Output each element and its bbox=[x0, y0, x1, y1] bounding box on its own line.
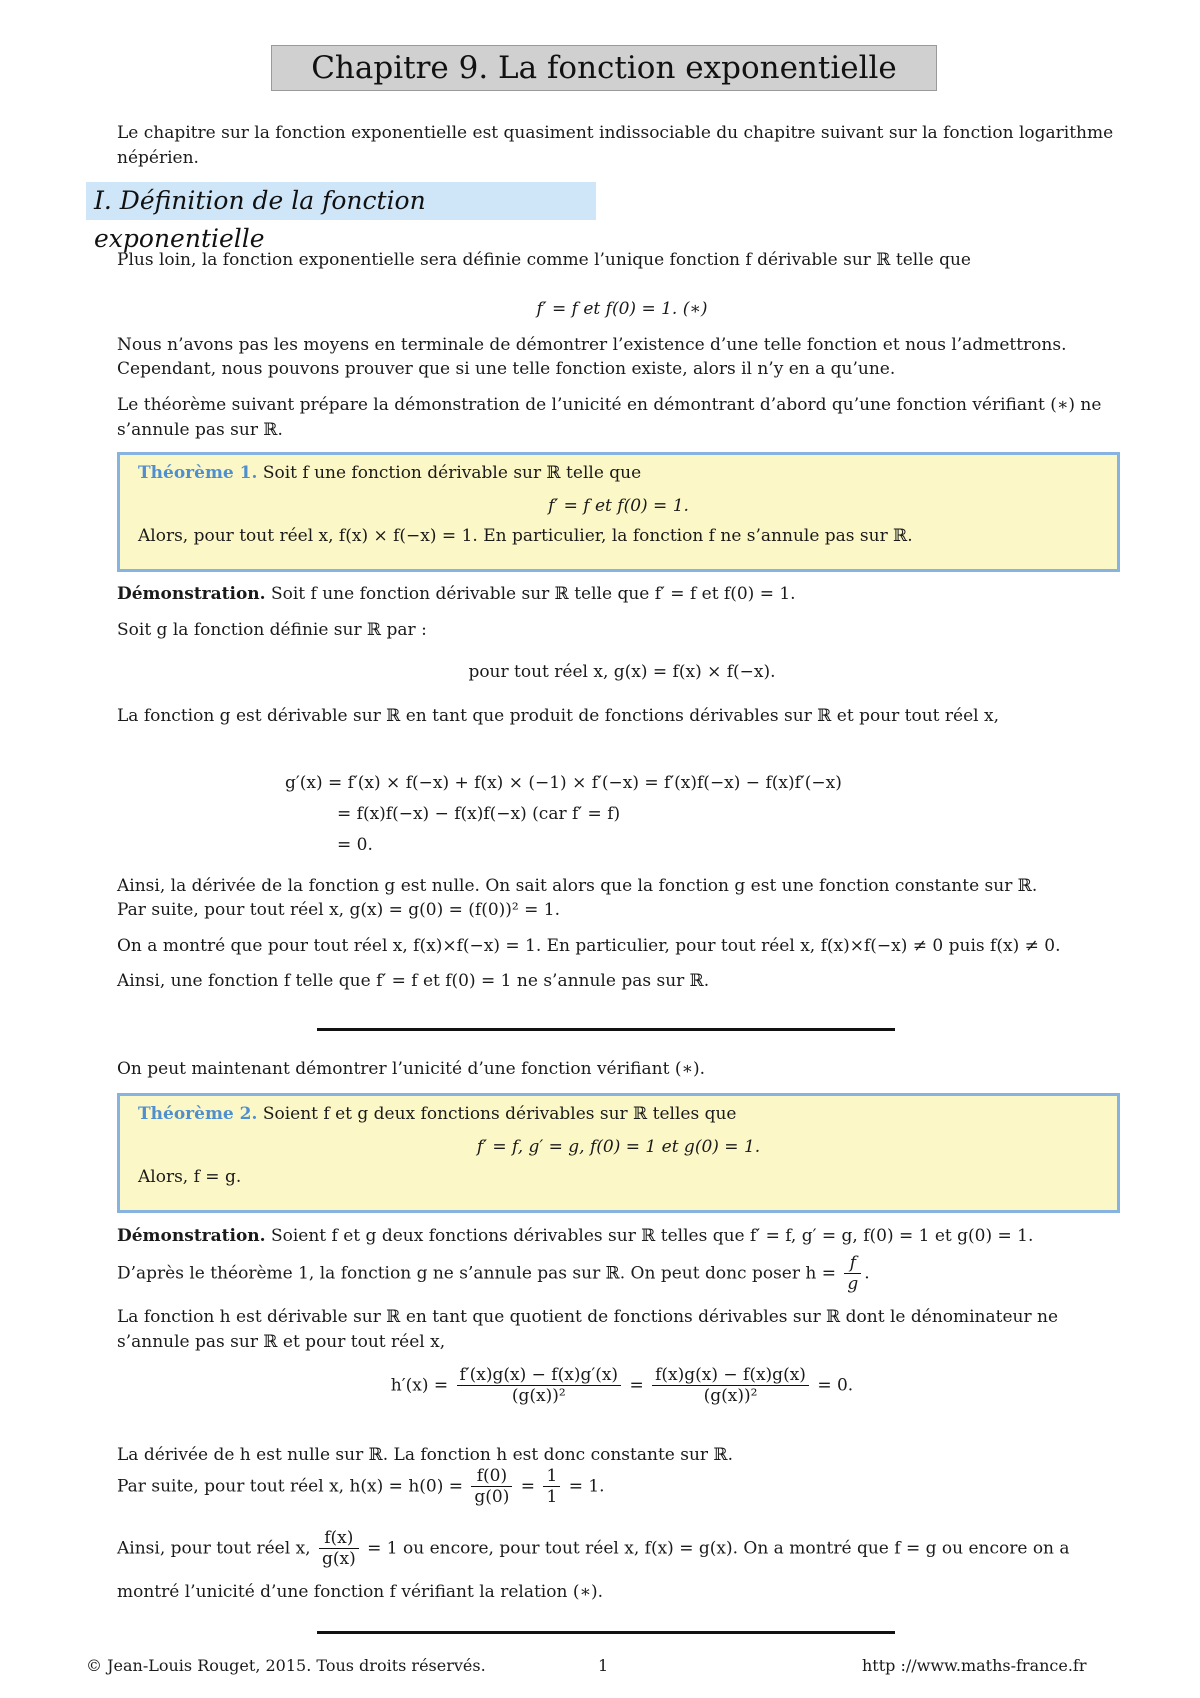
eq-equals: = bbox=[520, 1476, 536, 1497]
fraction-numerator: f(x)g(x) − f(x)g(x) bbox=[652, 1365, 809, 1386]
eq-lhs: h′(x) = bbox=[390, 1375, 449, 1396]
footer-copyright: © Jean-Louis Rouget, 2015. Tous droits réservés. bbox=[86, 1656, 486, 1675]
theorem-1-conclusion: Alors, pour tout réel x, f(x) × f(−x) = 1. En particulier, la fonction f ne s’annule pas sur ℝ. bbox=[138, 526, 913, 547]
demo-1-derivative-line3: = 0. bbox=[337, 835, 373, 855]
theorem-2-conclusion: Alors, f = g. bbox=[138, 1167, 242, 1188]
demo-1-equation-g: pour tout réel x, g(x) = f(x) × f(−x). bbox=[468, 662, 776, 682]
fraction-denominator: g(0) bbox=[474, 1487, 510, 1508]
demo-2-derivative-equation bbox=[117, 1365, 1127, 1407]
demo-1-derivative-line1: g′(x) = f′(x) × f(−x) + f(x) × (−1) × f′(−x) = f′(x)f(−x) − f(x)f′(−x) bbox=[285, 773, 842, 793]
demo-1-line7: Ainsi, une fonction f telle que f′ = f et f(0) = 1 ne s’annule pas sur ℝ. bbox=[117, 971, 710, 991]
demo-2-line7: montré l’unicité d’une fonction f vérifiant la relation (∗). bbox=[117, 1582, 604, 1602]
theorem-2-equation: f′ = f, g′ = g, f(0) = 1 et g(0) = 1. bbox=[476, 1136, 761, 1157]
demo-1-line3: La fonction g est dérivable sur ℝ en tant que produit de fonctions dérivables sur ℝ et pour tout réel x, bbox=[117, 706, 999, 726]
fraction-one-over-one bbox=[543, 1466, 560, 1508]
theorem-1-statement bbox=[138, 461, 1099, 486]
eq-result: = 1. bbox=[568, 1476, 605, 1497]
demo-2-line1 bbox=[117, 1224, 1127, 1249]
fraction-denominator: g bbox=[847, 1274, 859, 1295]
fraction-numerator: f(x) bbox=[319, 1528, 359, 1549]
separator-rule-1 bbox=[317, 1028, 895, 1031]
demo-2-line6-text-a: Ainsi, pour tout réel x, bbox=[117, 1538, 311, 1559]
paragraph-uniqueness: On peut maintenant démontrer l’unicité d’une fonction vérifiant (∗). bbox=[117, 1059, 706, 1079]
paragraph-definition: Plus loin, la fonction exponentielle sera définie comme l’unique fonction f dérivable sur ℝ telle que bbox=[117, 250, 971, 270]
demo-2-line5 bbox=[117, 1466, 1127, 1508]
theorem-1-text: Soit f une fonction dérivable sur ℝ telle que bbox=[257, 463, 642, 483]
demo-1-line6: On a montré que pour tout réel x, f(x)×f(−x) = 1. En particulier, pour tout réel x, f(x)×f(−x) ≠ 0 puis f(x) ≠ 0. bbox=[117, 936, 1061, 956]
demo-2-line4: La dérivée de h est nulle sur ℝ. La fonction h est donc constante sur ℝ. bbox=[117, 1445, 733, 1465]
demo-2-line2: D’après le théorème 1, la fonction g ne s’annule pas sur ℝ. On peut donc poser h = $\frac{f}{g}$ . bbox=[117, 1253, 870, 1295]
fraction-quotient-rule bbox=[457, 1365, 622, 1407]
fraction-numerator: f′(x)g(x) − f(x)g′(x) bbox=[457, 1365, 622, 1386]
intro-paragraph: Le chapitre sur la fonction exponentielle est quasiment indissociable du chapitre suivant sur la fonction logarithme népérien. bbox=[117, 123, 1114, 168]
theorem-2-text: Soient f et g deux fonctions dérivables sur ℝ telles que bbox=[257, 1104, 737, 1124]
fraction-denominator: (g(x))² bbox=[511, 1386, 566, 1407]
demo-1-line4: Ainsi, la dérivée de la fonction g est nulle. On sait alors que la fonction g est une fonction constante sur ℝ. bbox=[117, 876, 1038, 896]
demo-2-text: Soient f et g deux fonctions dérivables sur ℝ telles que f′ = f, g′ = g, f(0) = 1 et g(0) = 1. bbox=[265, 1226, 1034, 1246]
fraction-numerator: f(0) bbox=[471, 1466, 512, 1487]
fraction-h0 bbox=[471, 1466, 512, 1508]
demo-2-line6-text-b: = 1 ou encore, pour tout réel x, f(x) = g(x). On a montré que f = g ou encore on a bbox=[367, 1538, 1070, 1559]
theorem-2-box bbox=[117, 1093, 1120, 1213]
paragraph-admit-line2: Cependant, nous pouvons prouver que si une telle fonction existe, alors il n’y en a qu’une. bbox=[117, 359, 896, 379]
footer-website-link[interactable]: http ://www.maths-france.fr bbox=[862, 1656, 1087, 1675]
fraction-f-over-g bbox=[844, 1253, 861, 1295]
demo-2-line6 bbox=[117, 1528, 1127, 1570]
theorem-2-label: Théorème 2. bbox=[138, 1104, 258, 1124]
paragraph-admit-line1: Nous n’avons pas les moyens en terminale de démontrer l’existence d’une telle fonction et nous l’admettrons. bbox=[117, 335, 1067, 355]
theorem-2-statement bbox=[138, 1102, 1099, 1127]
fraction-numerator: 1 bbox=[543, 1466, 560, 1487]
theorem-1-equation: f′ = f et f(0) = 1. bbox=[548, 495, 689, 516]
section-heading: I. Définition de la fonction exponentielle bbox=[86, 182, 596, 220]
equation-star: f′ = f et f(0) = 1. (∗) bbox=[536, 299, 708, 319]
fraction-denominator: 1 bbox=[546, 1487, 558, 1508]
theorem-1-box bbox=[117, 452, 1120, 572]
fraction-simplified bbox=[652, 1365, 809, 1407]
fraction-denominator: (g(x))² bbox=[703, 1386, 758, 1407]
demo-1-label: Démonstration. bbox=[117, 584, 266, 604]
separator-rule-2 bbox=[317, 1631, 895, 1634]
demo-1-line2: Soit g la fonction définie sur ℝ par : bbox=[117, 620, 427, 640]
theorem-1-label: Théorème 1. bbox=[138, 463, 258, 483]
demo-2-line2-text: D’après le théorème 1, la fonction g ne s’annule pas sur ℝ. On peut donc poser h = bbox=[117, 1263, 836, 1284]
paragraph-theorem-intro: Le théorème suivant prépare la démonstration de l’unicité en démontrant d’abord qu’une fonction vérifiant (∗) ne s’annule pas sur ℝ. bbox=[117, 395, 1102, 440]
footer-page-number: 1 bbox=[598, 1656, 609, 1675]
eq-equals: = bbox=[629, 1375, 644, 1396]
demo-2-label: Démonstration. bbox=[117, 1226, 266, 1246]
demo-1-line5: Par suite, pour tout réel x, g(x) = g(0) = (f(0))² = 1. bbox=[117, 900, 561, 920]
demo-1-derivative-line2: = f(x)f(−x) − f(x)f(−x) (car f′ = f) bbox=[337, 804, 621, 824]
demo-1-line1 bbox=[117, 582, 1127, 607]
demo-2-line5-text: Par suite, pour tout réel x, h(x) = h(0) = bbox=[117, 1476, 464, 1497]
demo-1-text: Soit f une fonction dérivable sur ℝ telle que f′ = f et f(0) = 1. bbox=[265, 584, 796, 604]
fraction-denominator: g(x) bbox=[321, 1549, 356, 1570]
eq-result: = 0. bbox=[817, 1375, 854, 1396]
demo-2-line3: La fonction h est dérivable sur ℝ en tant que quotient de fonctions dérivables sur ℝ dont le dénominateur ne s’annule pas sur ℝ et pour tout réel x, bbox=[117, 1307, 1059, 1352]
fraction-fx-over-gx bbox=[319, 1528, 359, 1570]
fraction-numerator: f bbox=[844, 1253, 861, 1274]
chapter-title: Chapitre 9. La fonction exponentielle bbox=[271, 45, 937, 91]
